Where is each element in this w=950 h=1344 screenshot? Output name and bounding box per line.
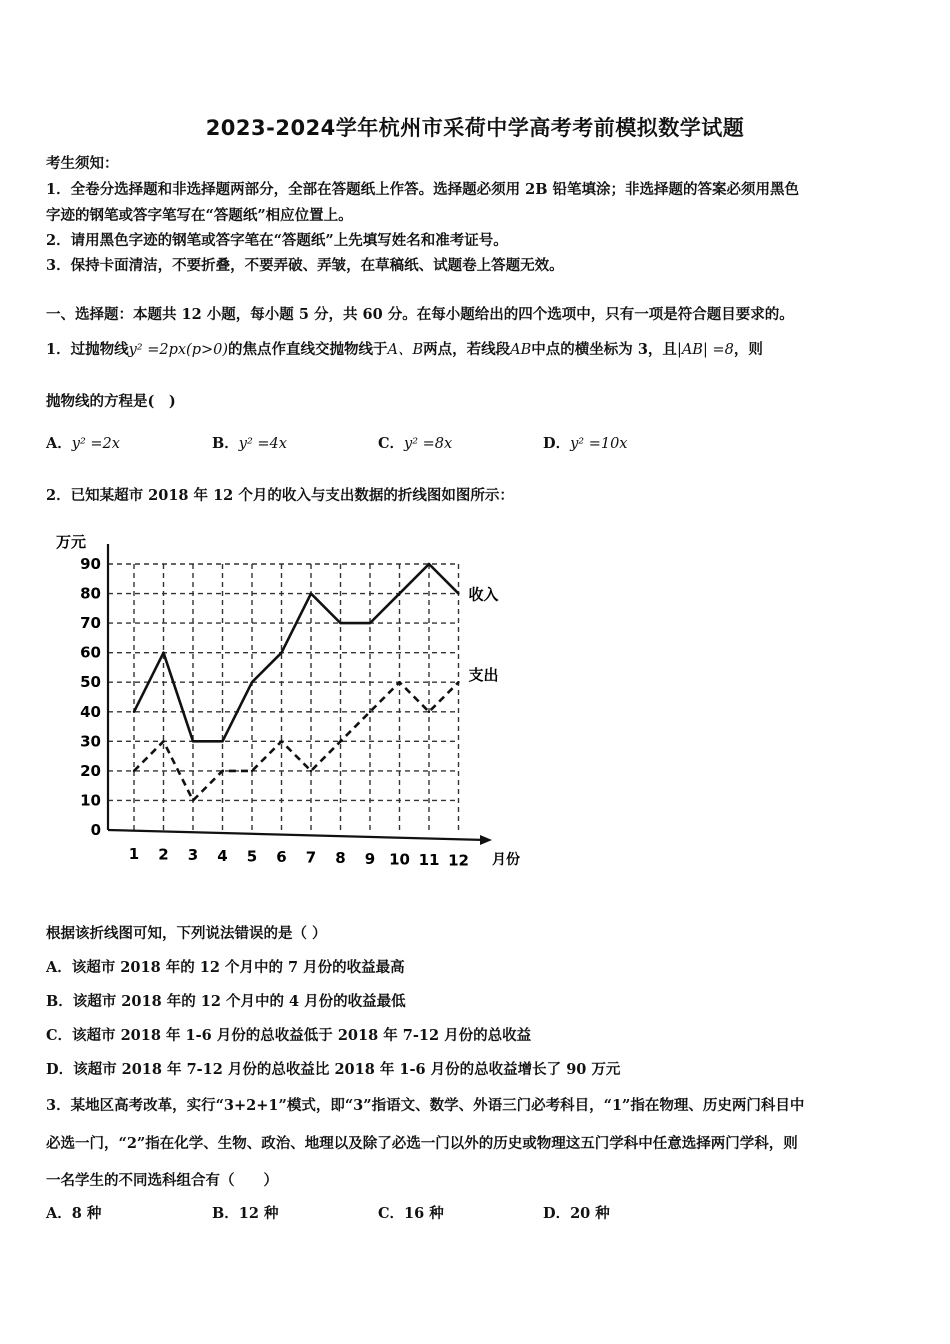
data-point bbox=[162, 740, 164, 742]
question-3-stem: 3．某地区高考改革，实行“3+2+1”模式，即“3”指语文、数学、外语三门必考科目，“1”指在物理、历史两门科目中 bbox=[46, 1097, 805, 1114]
data-point bbox=[339, 622, 341, 624]
data-point bbox=[398, 592, 400, 594]
question-1-stem bbox=[46, 338, 763, 359]
q1-segment: AB bbox=[510, 342, 532, 358]
q2-option-c: C．该超市 2018 年 1-6 月份的总收益低于 2018 年 7-12 月份的总收益 bbox=[46, 1027, 532, 1044]
data-point bbox=[192, 740, 194, 742]
y-tick-label: 60 bbox=[80, 643, 101, 662]
q1-length: |AB| =8 bbox=[676, 342, 734, 358]
q1-option-c: C．y² =8x bbox=[378, 435, 453, 452]
q1-points: A、B bbox=[387, 342, 424, 358]
y-tick-label: 30 bbox=[80, 732, 101, 751]
y-tick-labels bbox=[80, 555, 101, 839]
x-tick-label: 12 bbox=[448, 851, 469, 870]
x-tick-label: 1 bbox=[128, 845, 140, 863]
income-expense-line-chart bbox=[46, 522, 546, 882]
data-point bbox=[457, 592, 459, 594]
data-point bbox=[280, 740, 282, 742]
question-1-stem-cont: 抛物线的方程是( ) bbox=[46, 393, 176, 410]
q2-option-b: B．该超市 2018 年的 12 个月中的 4 月份的收益最低 bbox=[46, 993, 406, 1010]
y-axis-label: 万元 bbox=[56, 533, 87, 551]
data-point bbox=[133, 711, 135, 713]
series-label-income: 收入 bbox=[468, 585, 499, 604]
x-axis-label: 月份 bbox=[492, 852, 520, 868]
x-axis-line bbox=[108, 830, 486, 840]
data-point bbox=[280, 651, 282, 653]
q1-text-4: 中点的横坐标为 3，且 bbox=[531, 341, 677, 358]
x-axis-arrow bbox=[480, 835, 492, 845]
q1-text-3: 两点，若线段 bbox=[423, 341, 511, 358]
question-3-stem-cont-2: 一名学生的不同选科组合有（ ） bbox=[46, 1172, 278, 1189]
data-point bbox=[310, 592, 312, 594]
x-tick-label: 6 bbox=[276, 848, 287, 866]
q1-text-1: 1．过抛物线 bbox=[46, 341, 129, 358]
x-tick-label: 4 bbox=[217, 846, 228, 865]
question-2-stem: 2．已知某超市 2018 年 12 个月的收入与支出数据的折线图如图所示： bbox=[46, 487, 514, 504]
data-point bbox=[251, 681, 253, 683]
data-point bbox=[192, 799, 194, 801]
y-tick-label: 20 bbox=[80, 761, 101, 780]
notice-heading: 考生须知： bbox=[46, 155, 119, 172]
x-tick-label: 9 bbox=[364, 849, 376, 868]
data-point bbox=[457, 681, 459, 683]
y-tick-label: 0 bbox=[90, 821, 101, 839]
data-point bbox=[398, 681, 400, 683]
data-point bbox=[251, 770, 253, 772]
q3-option-b: B．12 种 bbox=[212, 1205, 279, 1222]
data-point bbox=[162, 651, 164, 653]
x-tick-label: 5 bbox=[246, 847, 258, 866]
series-label-expense: 支出 bbox=[468, 666, 499, 685]
q3-option-a: A．8 种 bbox=[46, 1205, 102, 1222]
data-point bbox=[428, 563, 430, 565]
q1-text-2: 的焦点作直线交抛物线于 bbox=[228, 341, 388, 358]
data-point bbox=[428, 711, 430, 713]
data-point bbox=[310, 770, 312, 772]
notice-item-1-cont: 字迹的钢笔或答字笔写在“答题纸”相应位置上。 bbox=[46, 207, 353, 224]
q1-parabola-equation: y² =2px(p>0) bbox=[128, 342, 229, 358]
x-tick-labels bbox=[129, 845, 469, 870]
x-tick-label: 3 bbox=[187, 846, 199, 865]
y-tick-label: 10 bbox=[80, 791, 101, 810]
x-tick-label: 2 bbox=[158, 845, 169, 864]
data-point bbox=[369, 622, 371, 624]
q3-option-d: D．20 种 bbox=[543, 1205, 610, 1222]
notice-item-1: 1．全卷分选择题和非选择题两部分，全部在答题纸上作答。选择题必须用 2B 铅笔填涂；非选择题的答案必须用黑色 bbox=[46, 181, 800, 198]
x-tick-label: 10 bbox=[389, 850, 410, 869]
y-tick-label: 40 bbox=[80, 702, 101, 721]
y-tick-label: 90 bbox=[80, 555, 101, 573]
data-point bbox=[221, 740, 223, 742]
x-tick-label: 7 bbox=[305, 848, 317, 867]
x-tick-label: 11 bbox=[418, 851, 440, 869]
q2-option-d: D．该超市 2018 年 7-12 月份的总收益比 2018 年 1-6 月份的总收益增长了 90 万元 bbox=[46, 1061, 621, 1078]
question-2-prompt: 根据该折线图可知，下列说法错误的是（ ） bbox=[46, 925, 327, 942]
q2-option-a: A．该超市 2018 年的 12 个月中的 7 月份的收益最高 bbox=[46, 959, 405, 976]
x-tick-label: 8 bbox=[335, 849, 346, 868]
notice-item-3: 3．保持卡面清洁，不要折叠，不要弄破、弄皱，在草稿纸、试题卷上答题无效。 bbox=[46, 257, 564, 274]
y-tick-label: 50 bbox=[80, 673, 101, 692]
data-point bbox=[339, 740, 341, 742]
q3-option-c: C．16 种 bbox=[378, 1205, 444, 1222]
data-point bbox=[369, 711, 371, 713]
chart-grid bbox=[108, 564, 459, 830]
notice-item-2: 2．请用黑色字迹的钢笔或答字笔在“答题纸”上先填写姓名和准考证号。 bbox=[46, 232, 508, 249]
q1-text-5: ，则 bbox=[733, 341, 763, 358]
q1-option-b: B．y² =4x bbox=[212, 435, 287, 452]
question-3-stem-cont-1: 必选一门，“2”指在化学、生物、政治、地理以及除了必选一门以外的历史或物理这五门学科中任意选择两门学科，则 bbox=[46, 1135, 798, 1152]
y-tick-label: 70 bbox=[80, 614, 101, 633]
q1-option-d: D．y² =10x bbox=[543, 435, 628, 452]
q1-option-a: A．y² =2x bbox=[46, 435, 120, 452]
data-point bbox=[221, 770, 223, 772]
section-heading: 一、选择题：本题共 12 小题，每小题 5 分，共 60 分。在每小题给出的四个选项中，只有一项是符合题目要求的。 bbox=[46, 306, 794, 323]
page-title: 2023-2024学年杭州市采荷中学高考考前模拟数学试题 bbox=[205, 116, 745, 140]
data-point bbox=[133, 770, 135, 772]
y-tick-label: 80 bbox=[80, 584, 101, 603]
